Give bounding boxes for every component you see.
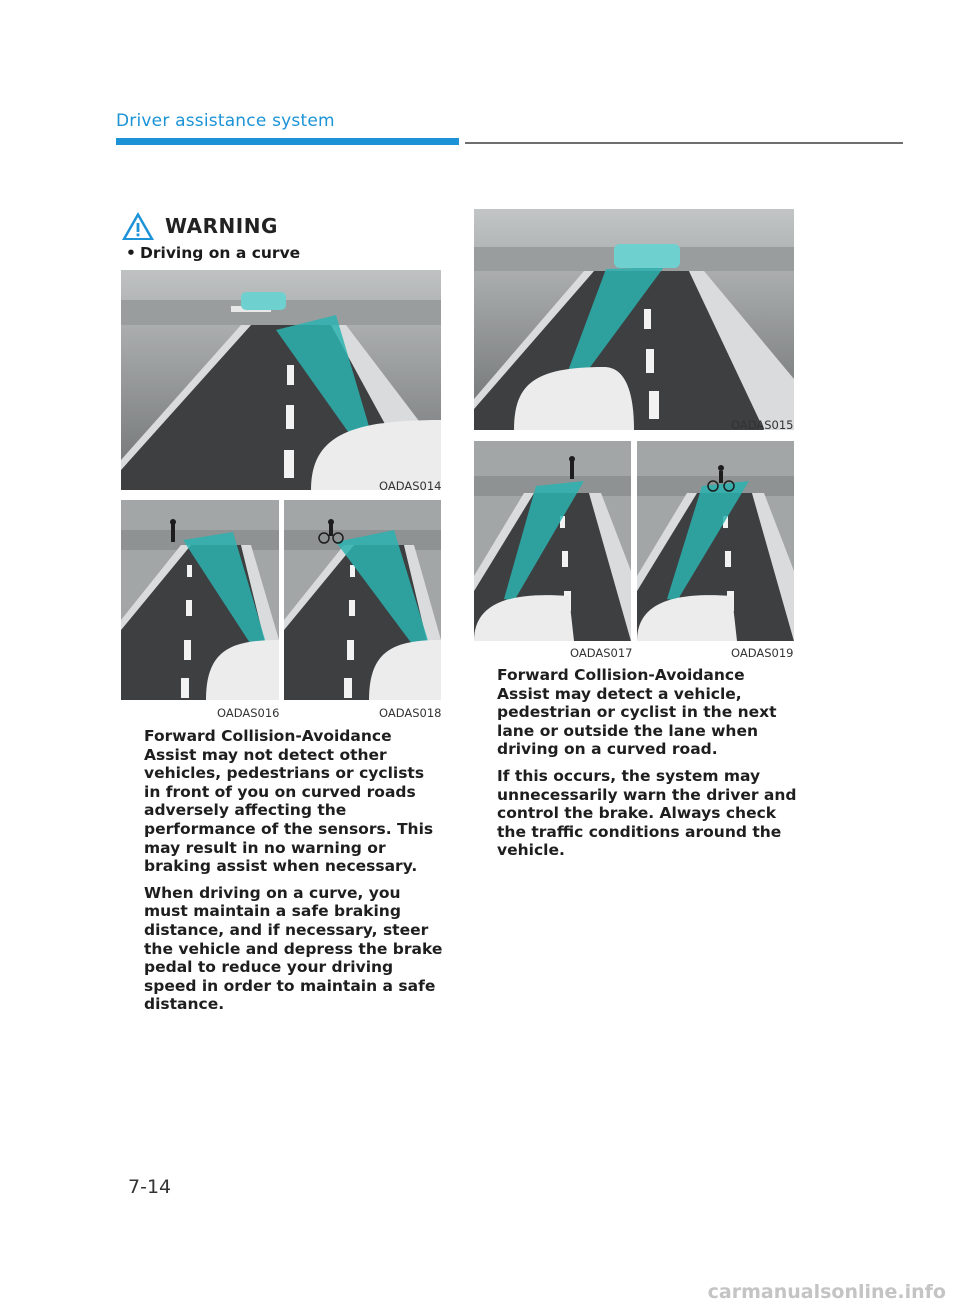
figure-code-oadas017: OADAS017 xyxy=(570,646,633,660)
bullet-item: • Driving on a curve xyxy=(126,244,301,262)
warning-heading xyxy=(121,211,278,241)
figure-code-oadas015: OADAS015 xyxy=(731,418,794,432)
header-rule-blue xyxy=(116,138,459,145)
outside-lane-pedestrian-illustration xyxy=(474,441,631,641)
watermark: carmanualsonline.info xyxy=(707,1281,946,1303)
cyclist-illustration xyxy=(284,500,441,700)
figure-oadas017 xyxy=(474,441,631,641)
figure-code-oadas016: OADAS016 xyxy=(217,706,280,720)
bullet-text: Driving on a curve xyxy=(140,244,301,262)
outside-lane-cyclist-illustration xyxy=(637,441,794,641)
left-body-text xyxy=(144,727,444,1022)
right-body-text xyxy=(497,666,797,868)
pedestrian-illustration xyxy=(121,500,279,700)
section-title: Driver assistance system xyxy=(116,111,335,131)
warning-triangle-icon xyxy=(121,211,155,241)
left-paragraph-1: Forward Collision-Avoidance Assist may not detect other vehicles, pedestrians or cyclists in front of you on curved roads adversely affecting the performance of the sensors. This may result in no warning or braking assist when necessary. xyxy=(144,727,434,876)
right-paragraph-1: Forward Collision-Avoidance Assist may detect a vehicle, pedestrian or cyclist in the next lane or outside the lane when driving on a curved road. xyxy=(497,666,777,759)
header-rule-gray xyxy=(465,142,903,144)
figure-oadas016 xyxy=(121,500,279,700)
figure-code-oadas018: OADAS018 xyxy=(379,706,442,720)
figure-code-oadas019: OADAS019 xyxy=(731,646,794,660)
figure-oadas015 xyxy=(474,209,794,430)
left-paragraph-2: When driving on a curve, you must maintain a safe braking distance, and if necessary, steer the vehicle and depress the brake pedal to reduce your driving speed in order to maintain a safe distance. xyxy=(144,883,443,1014)
figure-oadas018 xyxy=(284,500,441,700)
right-paragraph-2: If this occurs, the system may unnecessarily warn the driver and control the brake. Always check the traffic conditions around the vehicle. xyxy=(497,766,797,860)
next-lane-vehicle-illustration xyxy=(474,209,794,430)
warning-label: WARNING xyxy=(165,214,278,238)
page-number: 7-14 xyxy=(128,1176,172,1198)
curve-vehicle-illustration xyxy=(121,270,441,490)
figure-oadas019 xyxy=(637,441,794,641)
figure-oadas014 xyxy=(121,270,441,490)
figure-code-oadas014: OADAS014 xyxy=(379,479,442,493)
